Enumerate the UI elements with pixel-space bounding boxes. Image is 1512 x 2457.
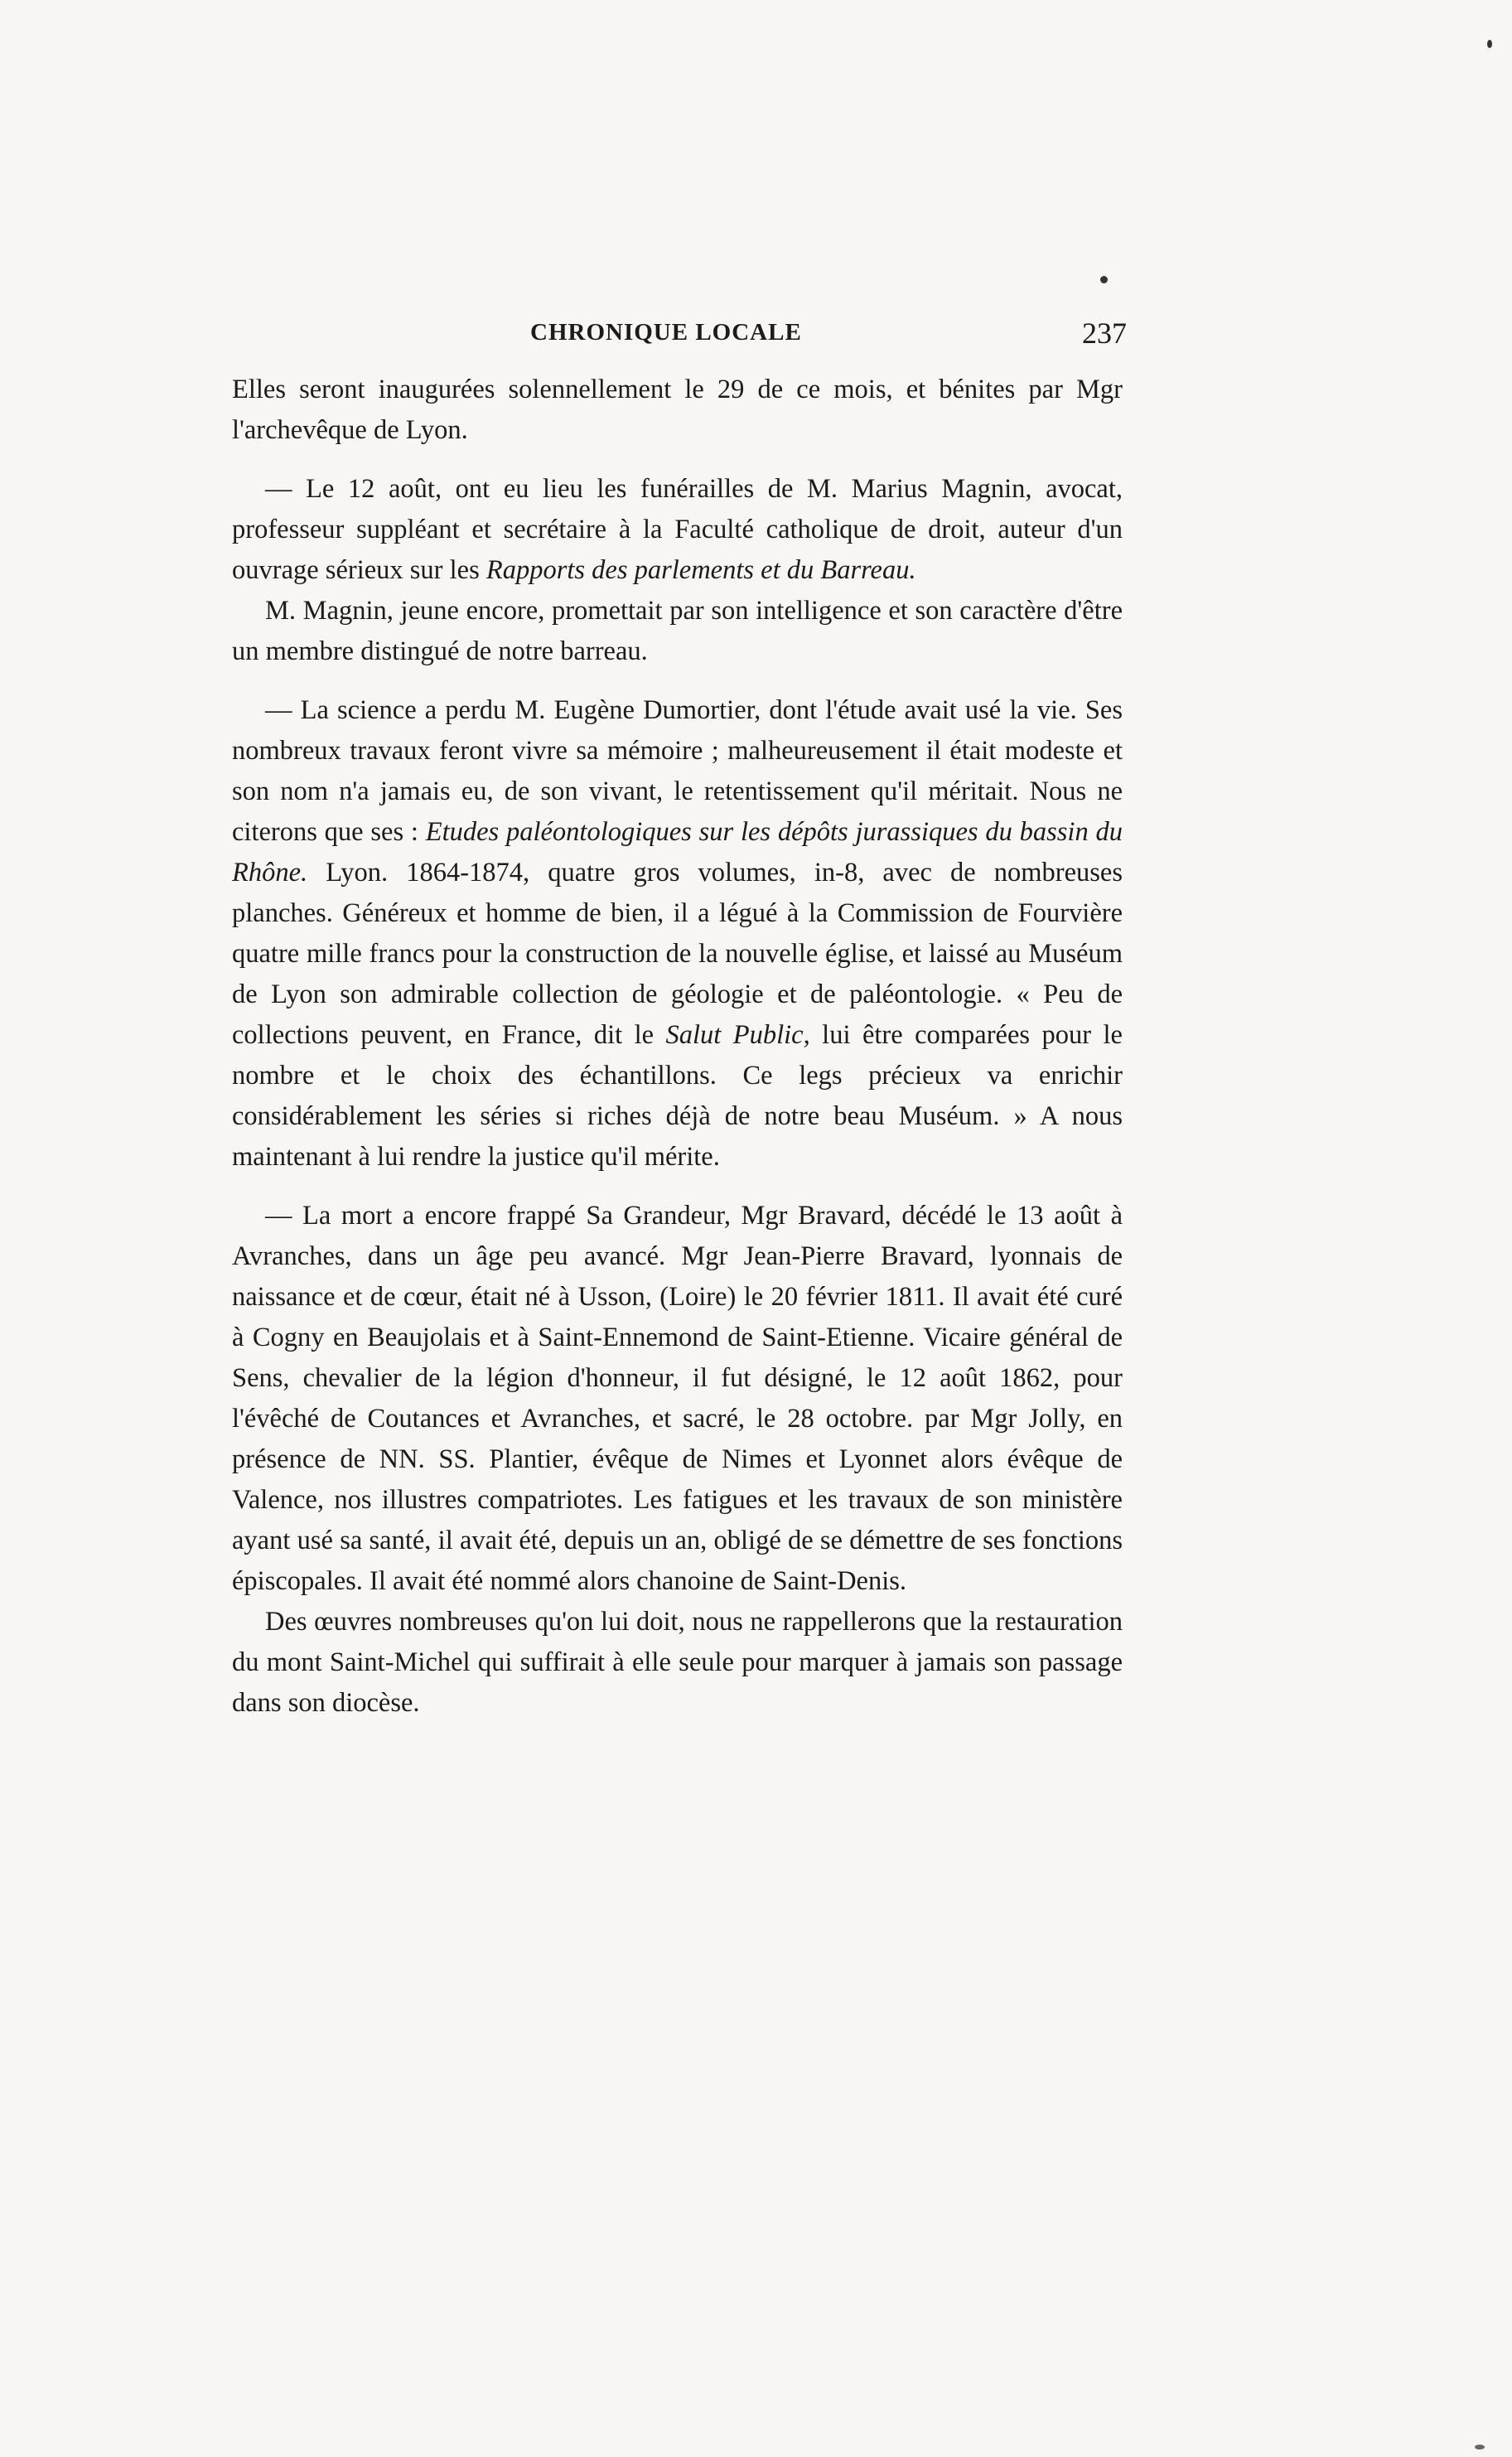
italic-title: Salut Public, bbox=[665, 1020, 810, 1050]
paragraph bbox=[232, 1602, 1123, 1724]
italic-title: Rapports des parlements et du Barreau. bbox=[485, 555, 916, 585]
text-run: Des œuvres nombreuses qu'on lui doit, nous ne rappellerons que la restauration du mont Saint-Michel qui suffirait à elle seule pour marquer à jamais son passage dans son diocèse. bbox=[232, 1607, 1123, 1718]
text-run: — Le 12 août, ont eu lieu les funérailles de M. Marius Magnin, avocat, professeur suppléant et secrétaire à la Faculté catholique de droit, auteur d'un ouvrage sérieux sur les bbox=[232, 474, 1123, 585]
text-run: — La science a perdu M. Eugène Dumortier, dont l'étude avait usé la vie. Ses nombreux travaux feront vivre sa mémoire ; malheureusement il était modeste et son nom n'a jamais eu, de son vivant, le retentissement qu'il méritait. Nous ne citerons que ses : bbox=[232, 695, 1123, 847]
text-run: Lyon. 1864-1874, quatre gros volumes, in-8, avec de nombreuses planches. Généreux et homme de bien, il a légué à la Commission de Fourvière quatre mille francs pour la construction de la nouvelle église, et laissé au Muséum de Lyon son admirable collection de géologie et de paléontologie. « Peu de collections peuvent, en France, dit le bbox=[232, 858, 1123, 1050]
paragraph bbox=[232, 1196, 1123, 1602]
paragraph bbox=[232, 370, 1123, 451]
paragraph bbox=[232, 690, 1123, 1178]
text-column bbox=[232, 370, 1123, 1724]
ink-speck bbox=[1487, 40, 1492, 48]
text-run: M. Magnin, jeune encore, promettait par son intelligence et son caractère d'être un membre distingué de notre barreau. bbox=[232, 596, 1123, 666]
page-number: 237 bbox=[1082, 317, 1127, 350]
ink-speck bbox=[1475, 2445, 1485, 2450]
ink-speck bbox=[1100, 276, 1108, 283]
text-run: Elles seront inaugurées solennellement le 29 de ce mois, et bénites par Mgr l'archevêque de Lyon. bbox=[232, 375, 1123, 445]
text-run: — La mort a encore frappé Sa Grandeur, Mgr Bravard, décédé le 13 août à Avranches, dans un âge peu avancé. Mgr Jean-Pierre Bravard, lyonnais de naissance et de cœur, était né à Usson, (Loire) le 20 février 1811. Il avait été curé à Cogny en Beaujolais et à Saint-Ennemond de Saint-Etienne. Vicaire général de Sens, chevalier de la légion d'honneur, il fut désigné, le 12 août 1862, pour l'évêché de Coutances et Avranches, et sacré, le 28 octobre. par Mgr Jolly, en présence de NN. SS. Plantier, évêque de Nimes et Lyonnet alors évêque de Valence, nos illustres compatriotes. Les fatigues et les travaux de son ministère ayant usé sa santé, il avait été, depuis un an, obligé de se démettre de ses fonctions épiscopales. Il avait été nommé alors chanoine de Saint-Denis. bbox=[232, 1201, 1123, 1596]
paragraph bbox=[232, 591, 1123, 672]
page-header bbox=[249, 319, 1127, 360]
paragraph bbox=[232, 469, 1123, 591]
running-title: CHRONIQUE LOCALE bbox=[530, 319, 802, 346]
text-run: lui être comparées pour le nombre et le choix des échantillons. Ce legs précieux va enrichir considérablement les séries si riches déjà de notre beau Muséum. » A nous maintenant à lui rendre la justice qu'il mérite. bbox=[232, 1020, 1123, 1172]
italic-title: Etudes paléontologiques sur les dépôts jurassiques du bassin du Rhône. bbox=[232, 817, 1123, 888]
